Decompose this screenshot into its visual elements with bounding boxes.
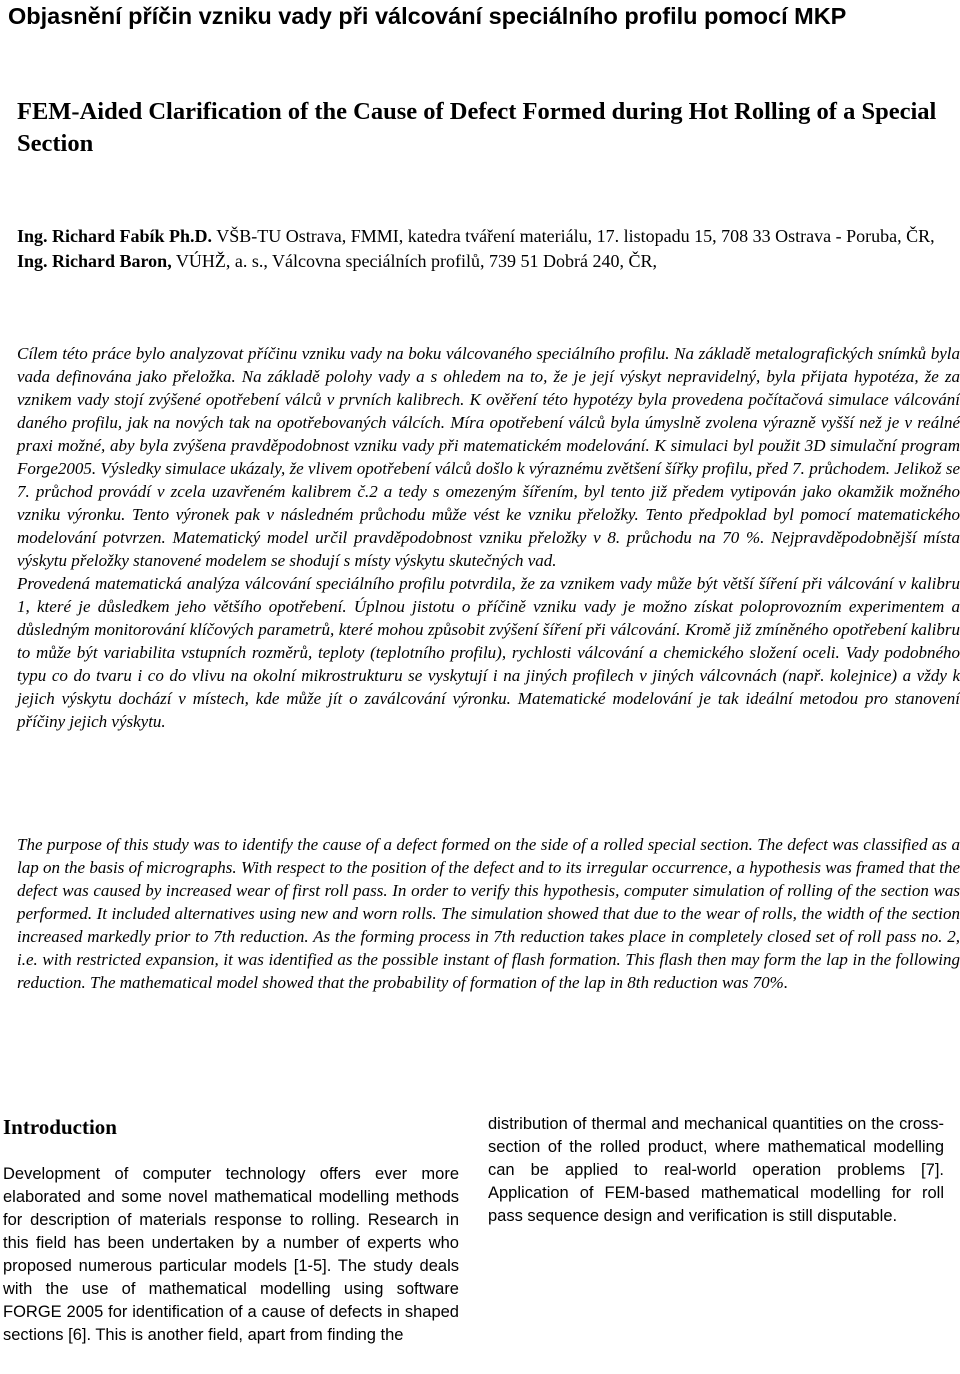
author-2-name: Ing. Richard Baron,	[17, 250, 172, 271]
author-affiliations	[17, 224, 947, 273]
author-2-affiliation: VÚHŽ, a. s., Válcovna speciálních profilů, 739 51 Dobrá 240, ČR,	[171, 250, 657, 271]
title-english: FEM-Aided Clarification of the Cause of Defect Formed during Hot Rolling of a Special Section	[17, 98, 937, 157]
abstract-czech	[17, 342, 960, 733]
abstract-english-paragraph: The purpose of this study was to identify the cause of a defect formed on the side of a rolled special section. The defect was classified as a lap on the basis of micrographs. With respect to the position of the defect and to its irregular occurrence, a hypothesis was framed that the defect was caused by increased wear of first roll pass. In order to verify this hypothesis, computer simulation of rolling of the section was performed. It included alternatives using new and worn rolls. The simulation showed that due to the wear of rolls, the width of the section increased markedly prior to 7th reduction. As the forming process in 7th reduction takes place in completely closed set of roll pass no. 2, i.e. with restricted expansion, it was identified as the possible instant of flash formation. This flash then may form the lap in the following reduction. The mathematical model showed that the probability of formation of the lap in 8th reduction was 70%.	[17, 835, 960, 992]
abstract-czech-paragraph-1: Cílem této práce bylo analyzovat příčinu vzniku vady na boku válcovaného speciálního profilu. Na základě metalografických snímků byla vada definována jako přeložka. Na základě polohy vady a s ohledem na to, že je její výskyt nepravidelný, byla přijata hypotéza, že za vznikem vady stojí zvýšené opotřebení válců v prvních kalibrech. K ověření této hypotézy byla provedena počítačová simulace válcování daného profilu, jak na nových tak na opotřebovaných válcích. Míra opotřebení válců byla úmyslně zvolena výrazně vyšší než je v reálné praxi možné, aby byla zvýšena pravděpodobnost vzniku vady při matematickém modelování. K simulaci byl použit 3D simulační program Forge2005. Výsledky simulace ukázaly, že vlivem opotřebení válců došlo k výraznému zvětšení šířky profilu, před 7. průchodem. Jelikož se 7. průchod provádí v zcela uzavřeném kalibrem č.2 a tedy s omezeným šířením, byl tento již předem vytipován jako okamžik možného vzniku výronku. Tento výronek pak v následném průchodu může vést ke vzniku přeložky. Tento předpoklad byl pomocí matematického modelování potvrzen. Matematický model určil pravděpodobnost vzniku přeložky v 8. průchodu na 70 %. Nejpravděpodobnější místa výskytu přeložky stanovené modelem se shodují s místy výskytu skutečných vad.	[17, 344, 960, 570]
introduction-right-column: distribution of thermal and mechanical quantities on the cross-section of the rolled product, where mathematical modelling can be applied to real-world operation problems [7]. Application of FEM-based mathematical modelling for roll pass sequence design and verification is still disputable.	[488, 1115, 944, 1225]
abstract-czech-paragraph-2: Provedená matematická analýza válcování speciálního profilu potvrdila, že za vznikem vady může být větší šíření při válcování v kalibru 1, které je důsledkem jeho většího opotřebení. Úplnou jistotu o příčině vzniku vady je možno získat poloprovozním experimentem a důsledným monitorování klíčových parametrů, které mohou způsobit zvýšení šíření při válcování. Kromě již zmíněného opotřebení kalibru to může být variabilita vstupních rozměrů, teploty (teplotního profilu), rychlosti válcování a chemického složení oceli. Vady podobného typu co do tvaru i co do vlivu na okolní mikrostrukturu se vyskytují i na jiných profilech v jiných válcovnách (např. kolejnice) a vždy k jejich výskytu dochází v místech, kde může jít o zaválcování výronku. Matematické modelování je tak ideální metodou pro stanovení příčiny jejich výskytu.	[17, 574, 960, 731]
introduction-heading: Introduction	[3, 1115, 117, 1139]
author-1-name: Ing. Richard Fabík Ph.D.	[17, 226, 213, 246]
title-czech: Objasnění příčin vzniku vady při válcování speciálního profilu pomocí MKP	[8, 3, 847, 29]
abstract-english	[17, 833, 960, 994]
author-1-affiliation: VŠB-TU Ostrava, FMMI, katedra tváření materiálu, 17. listopadu 15, 708 33 Ostrava - Poruba, ČR,	[212, 226, 935, 246]
introduction-left-column: Development of computer technology offers ever more elaborated and some novel mathematical modelling methods for description of materials response to rolling. Research in this field has been undertaken by a number of experts who proposed numerous particular models [1-5]. The study deals with the use of mathematical modelling using software FORGE 2005 for identification of a cause of defects in shaped sections [6]. This is another field, apart from finding the	[3, 1165, 459, 1344]
